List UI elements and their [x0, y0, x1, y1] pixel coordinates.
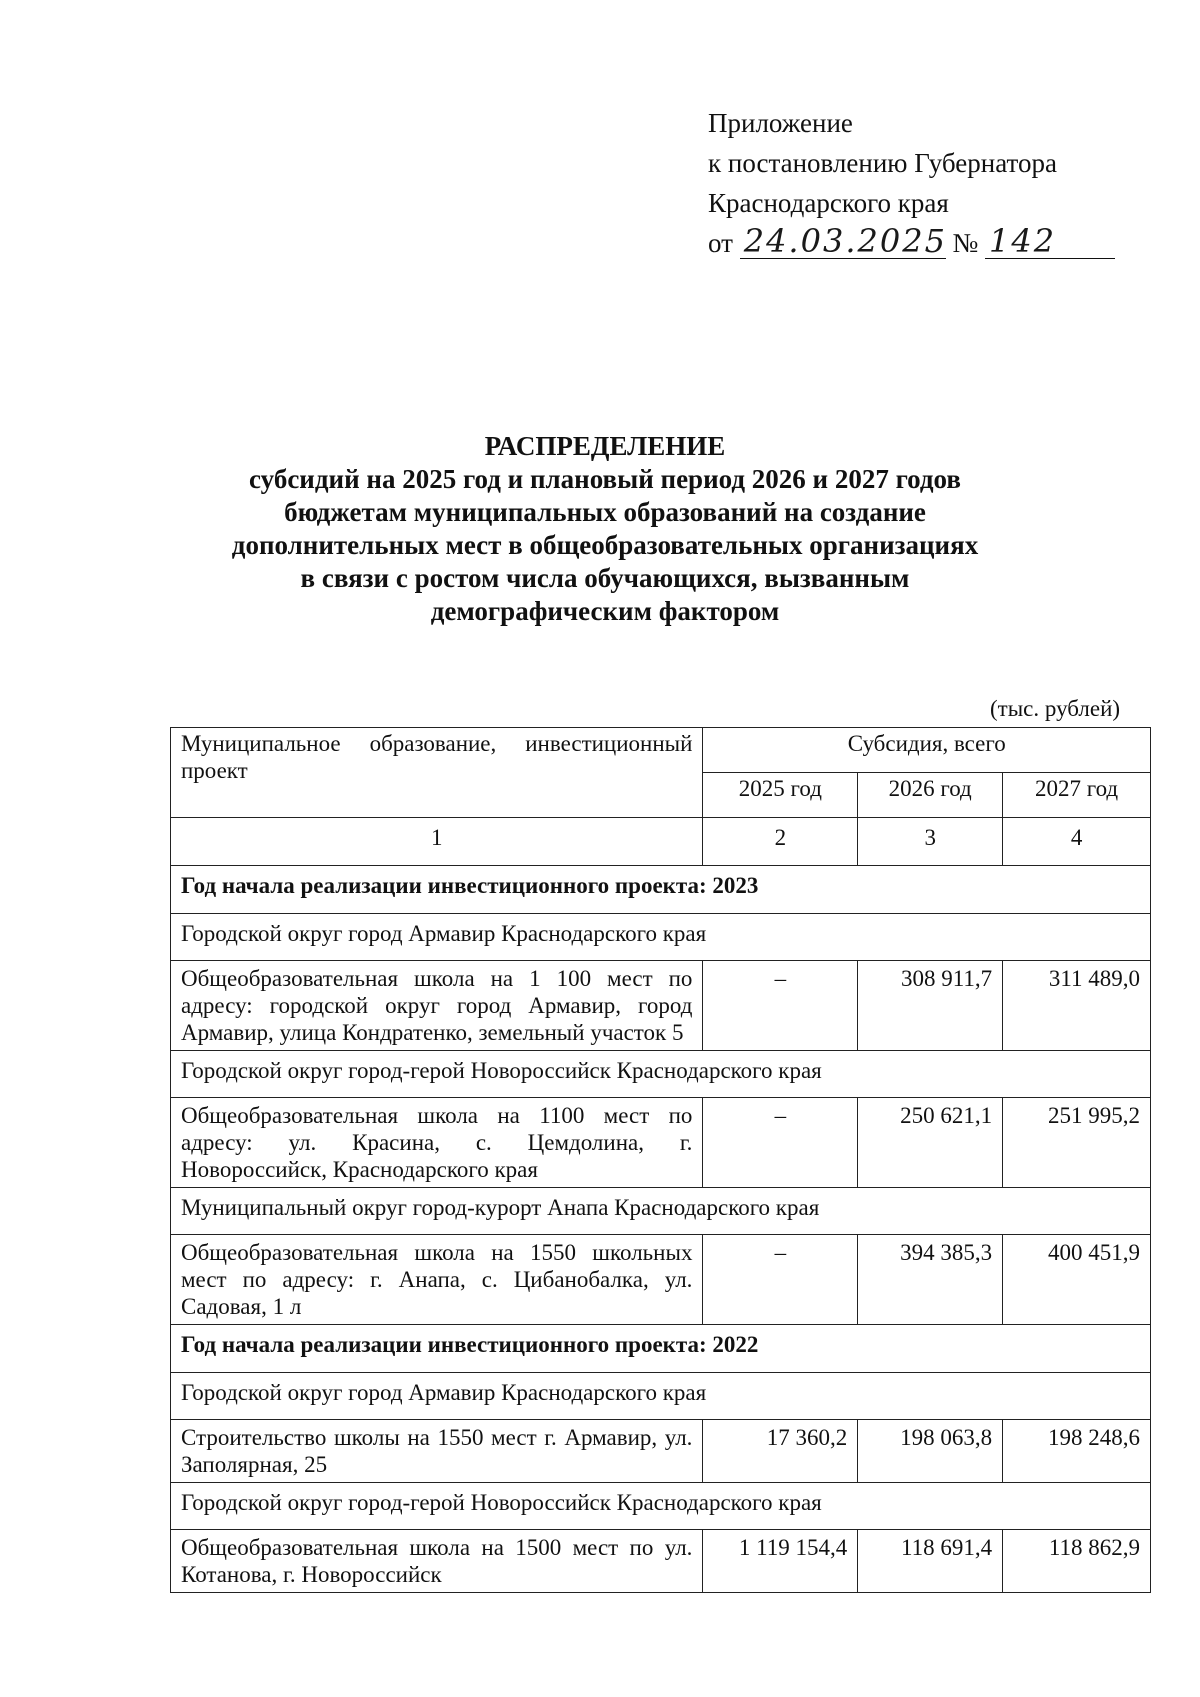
municipality-name: Городской округ город-герой Новороссийск Краснодарского края: [171, 1483, 1151, 1530]
appendix-decree-line: к постановлению Губернатора: [708, 148, 1057, 178]
project-start-year-label: Год начала реализации инвестиционного проекта: 2023: [171, 866, 1151, 914]
handwritten-number: 142: [985, 224, 1115, 259]
project-row: [171, 1530, 1151, 1593]
subsidy-2025-value: 1 119 154,4: [703, 1530, 858, 1593]
subsidy-2027-value: 311 489,0: [1003, 961, 1151, 1051]
project-start-year-row: [171, 1325, 1151, 1373]
title-line-6: демографическим фактором: [430, 596, 780, 626]
header-subsidy-total: Субсидия, всего: [703, 728, 1151, 773]
project-start-year-row: [171, 866, 1151, 914]
appendix-title: Приложение: [708, 108, 853, 138]
subsidy-2027-value: 251 995,2: [1003, 1098, 1151, 1188]
municipality-name: Городской округ город Армавир Краснодарского края: [171, 1373, 1151, 1420]
subsidy-2027-value: 400 451,9: [1003, 1235, 1151, 1325]
municipality-name: Городской округ город Армавир Краснодарского края: [171, 914, 1151, 961]
municipality-name: Муниципальный округ город-курорт Анапа Краснодарского края: [171, 1188, 1151, 1235]
subsidy-2026-value: 394 385,3: [858, 1235, 1003, 1325]
number-sign: №: [952, 228, 979, 258]
subsidy-2025-value: 17 360,2: [703, 1420, 858, 1483]
project-row: [171, 961, 1151, 1051]
project-name: Общеобразовательная школа на 1550 школьных мест по адресу: г. Анапа, с. Цибанобалка, ул. Садовая, 1 л: [171, 1235, 703, 1325]
subsidy-table: [170, 727, 1151, 1593]
subsidy-2026-value: 118 691,4: [858, 1530, 1003, 1593]
subsidy-2026-value: 198 063,8: [858, 1420, 1003, 1483]
subsidy-2025-value: –: [703, 1235, 858, 1325]
column-index-3: 3: [858, 818, 1003, 866]
column-index-2: 2: [703, 818, 858, 866]
project-name: Общеобразовательная школа на 1 100 мест по адресу: городской округ город Армавир, город Армавир, улица Кондратенко, земельный участок 5: [171, 961, 703, 1051]
header-year-2026: 2026 год: [858, 773, 1003, 818]
header-year-2025: 2025 год: [703, 773, 858, 818]
handwritten-date: 24.03.2025: [740, 224, 946, 259]
title-line-4: дополнительных мест в общеобразовательных организациях: [231, 530, 979, 560]
project-name: Общеобразовательная школа на 1500 мест по ул. Котанова, г. Новороссийск: [171, 1530, 703, 1593]
subsidy-2027-value: 198 248,6: [1003, 1420, 1151, 1483]
title-line-3: бюджетам муниципальных образований на создание: [284, 497, 926, 527]
municipality-row: [171, 1483, 1151, 1530]
municipality-row: [171, 1373, 1151, 1420]
project-name: Строительство школы на 1550 мест г. Армавир, ул. Заполярная, 25: [171, 1420, 703, 1483]
municipality-row: [171, 1188, 1151, 1235]
municipality-row: [171, 914, 1151, 961]
table-header-row: [171, 728, 1151, 773]
title-line-5: в связи с ростом числа обучающихся, вызванным: [300, 563, 910, 593]
column-index-row: [171, 818, 1151, 866]
municipality-name: Городской округ город-герой Новороссийск Краснодарского края: [171, 1051, 1151, 1098]
units-label: (тыс. рублей): [990, 696, 1121, 721]
subsidy-2025-value: –: [703, 961, 858, 1051]
column-index-4: 4: [1003, 818, 1151, 866]
subsidy-2027-value: 118 862,9: [1003, 1530, 1151, 1593]
document-title: [160, 430, 1050, 628]
project-name: Общеобразовательная школа на 1100 мест по адресу: ул. Красина, с. Цемдолина, г. Новороссийск, Краснодарского края: [171, 1098, 703, 1188]
appendix-region-line: Краснодарского края: [708, 188, 949, 218]
subsidy-2026-value: 308 911,7: [858, 961, 1003, 1051]
from-label: от: [708, 228, 733, 258]
header-year-2027: 2027 год: [1003, 773, 1151, 818]
header-municipality: Муниципальное образование, инвестиционный проект: [171, 728, 703, 818]
title-line-1: РАСПРЕДЕЛЕНИЕ: [484, 431, 726, 461]
title-line-2: субсидий на 2025 год и плановый период 2026 и 2027 годов: [249, 464, 961, 494]
table-body: [171, 728, 1151, 1593]
project-row: [171, 1235, 1151, 1325]
appendix-date-line: [708, 223, 1115, 263]
municipality-row: [171, 1051, 1151, 1098]
project-start-year-label: Год начала реализации инвестиционного проекта: 2022: [171, 1325, 1151, 1373]
project-row: [171, 1420, 1151, 1483]
appendix-block: [708, 103, 1115, 263]
subsidy-2026-value: 250 621,1: [858, 1098, 1003, 1188]
column-index-1: 1: [171, 818, 703, 866]
subsidy-2025-value: –: [703, 1098, 858, 1188]
project-row: [171, 1098, 1151, 1188]
